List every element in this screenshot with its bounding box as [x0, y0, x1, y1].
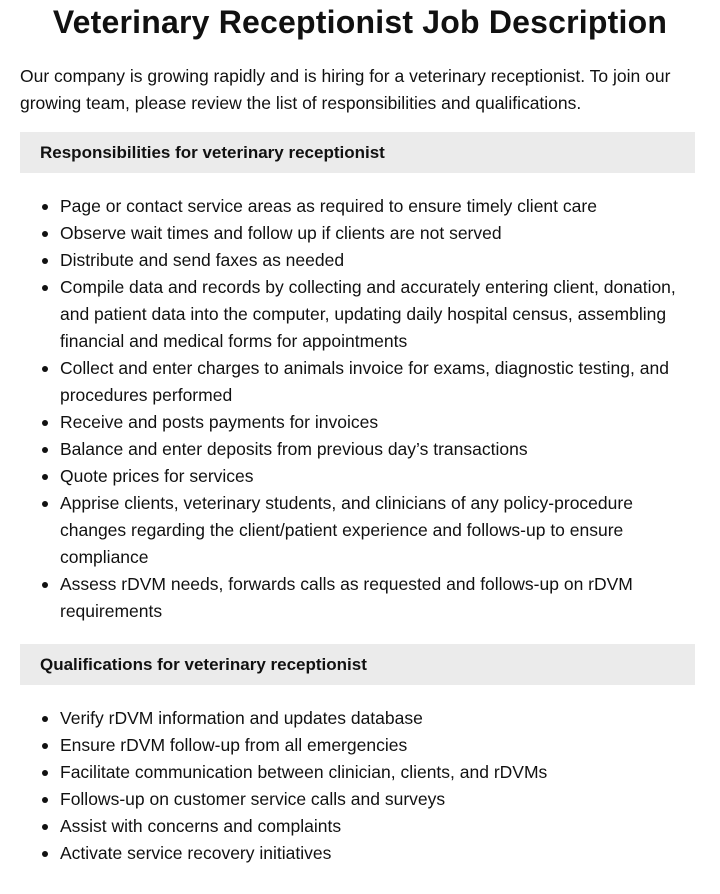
qualifications-heading: Qualifications for veterinary receptionist: [20, 644, 695, 685]
list-item: Facilitate communication between clinician, clients, and rDVMs: [20, 759, 700, 786]
responsibilities-heading: Responsibilities for veterinary receptionist: [20, 132, 695, 173]
qualifications-list: [20, 705, 700, 867]
list-item: Activate service recovery initiatives: [20, 840, 700, 867]
list-item: Collect and enter charges to animals invoice for exams, diagnostic testing, and procedures performed: [20, 355, 700, 409]
list-item: Verify rDVM information and updates database: [20, 705, 700, 732]
list-item: Observe wait times and follow up if clients are not served: [20, 220, 700, 247]
page-title: Veterinary Receptionist Job Description: [52, 4, 668, 40]
list-item: Apprise clients, veterinary students, and clinicians of any policy-procedure changes regarding the client/patient experience and follows-up to ensure compliance: [20, 490, 700, 571]
list-item: Follows-up on customer service calls and surveys: [20, 786, 700, 813]
list-item: Compile data and records by collecting and accurately entering client, donation, and patient data into the computer, updating daily hospital census, assembling financial and medical forms for appointments: [20, 274, 700, 355]
list-item: Page or contact service areas as required to ensure timely client care: [20, 193, 700, 220]
list-item: Assist with concerns and complaints: [20, 813, 700, 840]
responsibilities-list: [20, 193, 700, 625]
list-item: Balance and enter deposits from previous day’s transactions: [20, 436, 700, 463]
list-item: Distribute and send faxes as needed: [20, 247, 700, 274]
list-item: Receive and posts payments for invoices: [20, 409, 700, 436]
list-item: Assess rDVM needs, forwards calls as requested and follows-up on rDVM requirements: [20, 571, 700, 625]
intro-paragraph: Our company is growing rapidly and is hiring for a veterinary receptionist. To join our growing team, please review the list of responsibilities and qualifications.: [20, 66, 671, 113]
list-item: Ensure rDVM follow-up from all emergencies: [20, 732, 700, 759]
list-item: Quote prices for services: [20, 463, 700, 490]
